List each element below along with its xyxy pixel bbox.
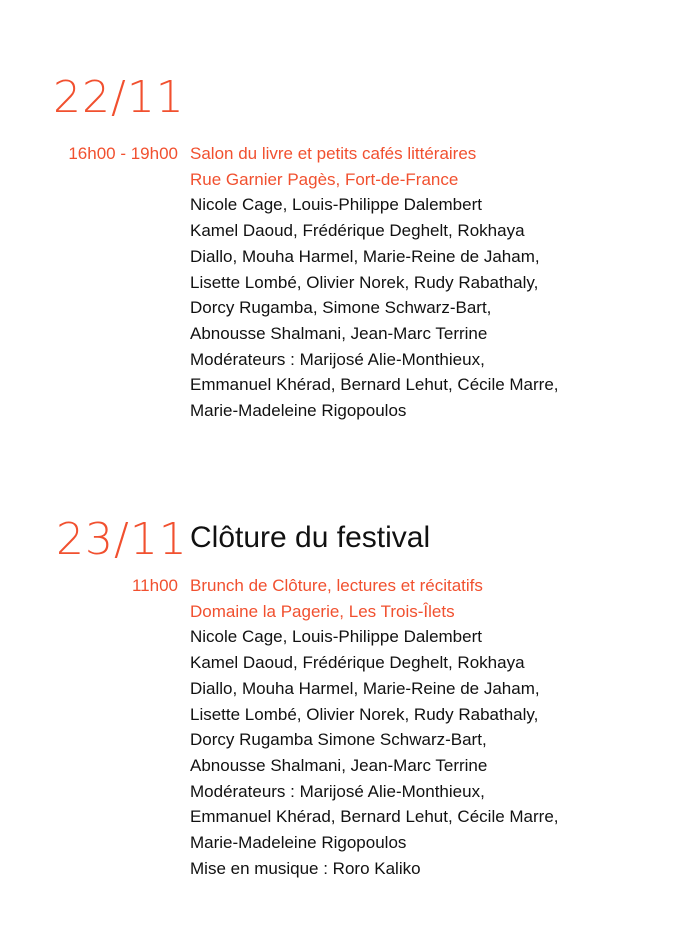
event-detail-line: Lisette Lombé, Olivier Norek, Rudy Rabathaly, bbox=[190, 704, 539, 724]
event-detail-line: Abnousse Shalmani, Jean-Marc Terrine bbox=[190, 755, 488, 775]
event-detail-line: Kamel Daoud, Frédérique Deghelt, Rokhaya bbox=[190, 653, 525, 673]
event-location: Rue Garnier Pagès, Fort-de-France bbox=[190, 169, 459, 189]
event-detail-line: Diallo, Mouha Harmel, Marie-Reine de Jaham, bbox=[190, 246, 540, 266]
section-title: Clôture du festival bbox=[190, 521, 431, 554]
event-detail-line: Lisette Lombé, Olivier Norek, Rudy Rabathaly, bbox=[190, 272, 539, 292]
event-detail-line: Emmanuel Khérad, Bernard Lehut, Cécile Marre, bbox=[190, 807, 559, 827]
event-detail-line: Kamel Daoud, Frédérique Deghelt, Rokhaya bbox=[190, 221, 525, 241]
event-date: 23/11 bbox=[56, 514, 188, 565]
event-detail-line: Marie-Madeleine Rigopoulos bbox=[190, 401, 407, 421]
event-block bbox=[190, 573, 670, 881]
event-detail-line: Dorcy Rugamba, Simone Schwarz-Bart, bbox=[190, 298, 492, 318]
event-date: 22/11 bbox=[53, 72, 185, 123]
event-detail-line: Mise en musique : Roro Kaliko bbox=[190, 858, 421, 878]
event-detail-line: Abnousse Shalmani, Jean-Marc Terrine bbox=[190, 323, 488, 343]
event-title: Salon du livre et petits cafés littéraires bbox=[190, 144, 477, 163]
event-detail-line: Modérateurs : Marijosé Alie-Monthieux, bbox=[190, 781, 485, 801]
event-detail-line: Marie-Madeleine Rigopoulos bbox=[190, 833, 407, 853]
event-time: 11h00 bbox=[131, 576, 178, 595]
event-detail-line: Nicole Cage, Louis-Philippe Dalembert bbox=[190, 627, 482, 647]
event-detail-line: Emmanuel Khérad, Bernard Lehut, Cécile Marre, bbox=[190, 375, 559, 395]
event-detail-line: Diallo, Mouha Harmel, Marie-Reine de Jaham, bbox=[190, 678, 540, 698]
event-time: 16h00 - 19h00 bbox=[68, 144, 178, 163]
event-detail-line: Dorcy Rugamba Simone Schwarz-Bart, bbox=[190, 730, 487, 750]
event-detail-line: Nicole Cage, Louis-Philippe Dalembert bbox=[190, 195, 482, 215]
event-title: Brunch de Clôture, lectures et récitatifs bbox=[190, 576, 483, 595]
event-detail-line: Modérateurs : Marijosé Alie-Monthieux, bbox=[190, 349, 485, 369]
event-location: Domaine la Pagerie, Les Trois-Îlets bbox=[190, 601, 455, 621]
event-block bbox=[190, 141, 670, 424]
